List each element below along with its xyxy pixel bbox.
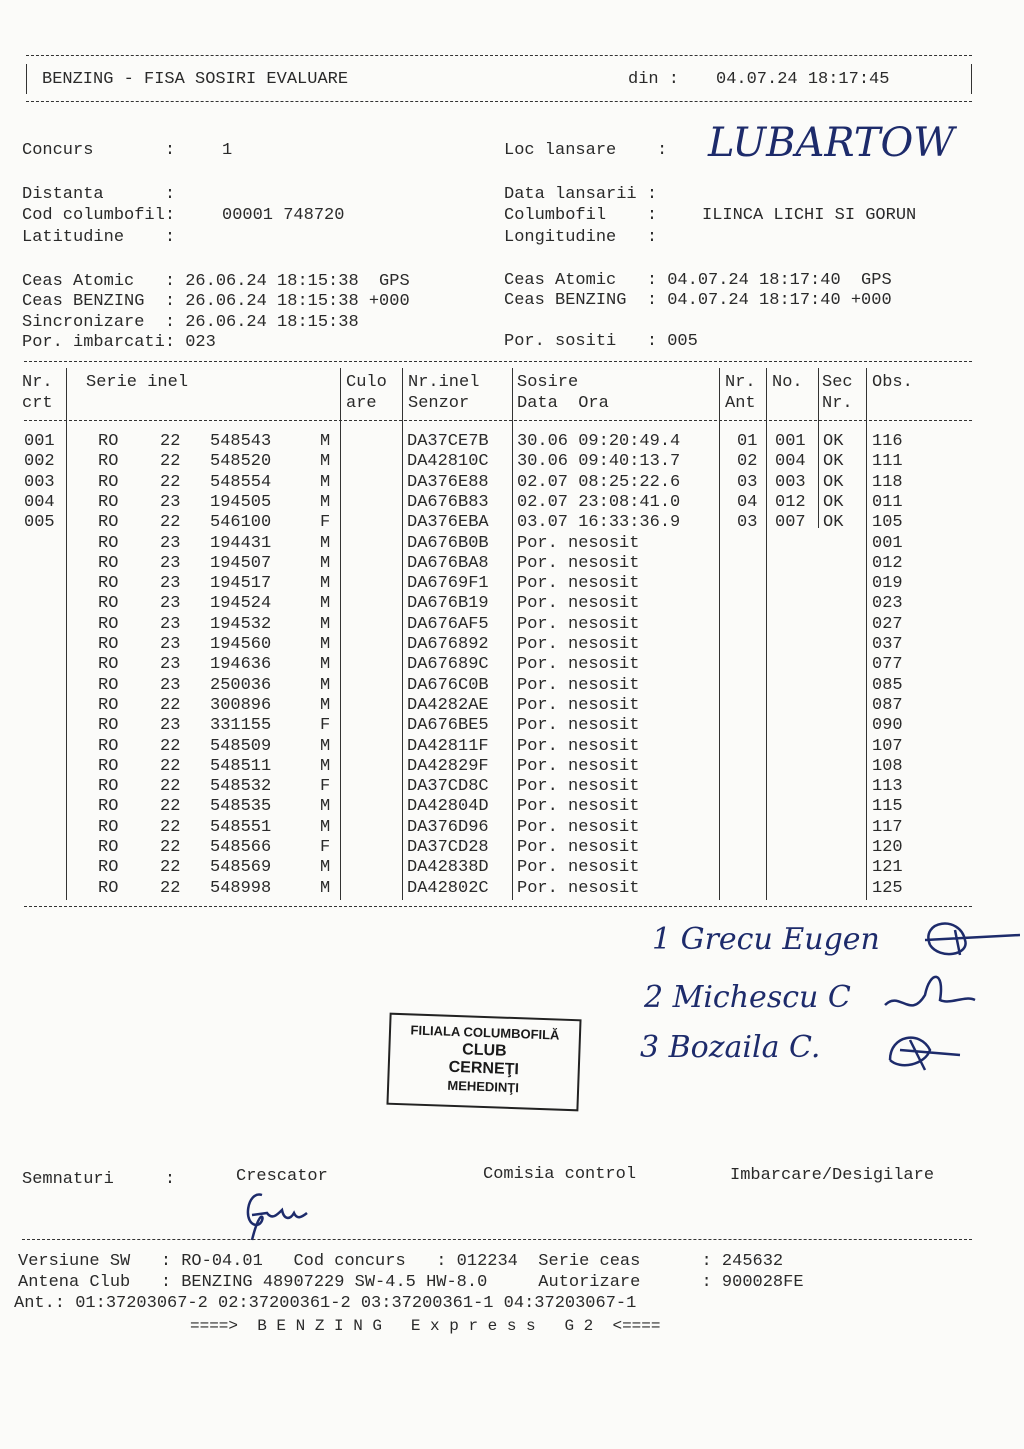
stamp-line-2: CLUB (461, 1041, 507, 1060)
cell-senzor: DA37CD8C (407, 777, 489, 797)
footer-line-2: Antena Club : BENZING 48907229 SW-4.5 HW-8.0 Autorizare : 900028FE (18, 1273, 804, 1292)
cell-tara: RO (98, 513, 119, 533)
cell-sex: M (320, 574, 331, 594)
cell-sosire: Por. nesosit (517, 878, 640, 898)
cell-tara: RO (98, 817, 119, 837)
clock-left-2: Ceas BENZING : 26.06.24 18:15:38 +000 (22, 292, 410, 311)
cell-senzor: DA376D96 (407, 817, 489, 837)
cell-sosire: Por. nesosit (517, 695, 640, 715)
cell-serie: 194507 (210, 553, 272, 573)
cell-obs: 111 (872, 452, 903, 472)
cell-tara: RO (98, 675, 119, 695)
table-bottom-border (24, 906, 972, 907)
cell-senzor: DA376EBA (407, 513, 489, 533)
cell-serie: 546100 (210, 513, 272, 533)
table-header-bottom-border (24, 420, 972, 421)
cell-tara: RO (98, 452, 119, 472)
cell-no: 001 (775, 432, 806, 451)
cell-senzor: DA676B0B (407, 533, 489, 553)
cell-obs: 115 (872, 797, 903, 817)
cell-sex: M (320, 817, 331, 837)
footer-top-border (22, 1239, 972, 1240)
cell-senzor: DA42802C (407, 878, 489, 898)
cell-sex: M (320, 675, 331, 695)
cell-serie: 194560 (210, 635, 272, 654)
cell-serie: 548551 (210, 817, 272, 837)
cell-an: 22 (160, 513, 181, 533)
cell-an: 22 (160, 838, 181, 857)
cell-an: 23 (160, 553, 181, 573)
cell-senzor: DA42829F (407, 756, 489, 776)
cell-senzor: DA67689C (407, 655, 489, 675)
commission-name-3: 3 Bozaila C. (640, 1030, 821, 1065)
header-right-border (971, 64, 972, 94)
th-nr-1: Nr. (22, 373, 53, 392)
cell-sosire: Por. nesosit (517, 858, 640, 878)
cell-serie: 194431 (210, 533, 272, 553)
cell-sex: M (320, 655, 331, 675)
cell-nr: 003 (24, 472, 55, 492)
th-nr-2: crt (22, 394, 53, 413)
imbarcare-label: Imbarcare/Desigilare (730, 1166, 935, 1185)
cell-sex: M (320, 553, 331, 573)
footer-line-4: ====> B E N Z I N G E x p r e s s G 2 <==== (190, 1317, 661, 1335)
cell-obs: 023 (872, 594, 903, 614)
table-row (0, 635, 1024, 655)
cell-sex: M (320, 432, 331, 451)
cell-sosire: 30.06 09:40:13.7 (517, 452, 681, 472)
cell-serie: 548566 (210, 838, 272, 857)
cell-senzor: DA676892 (407, 635, 489, 654)
cell-obs: 090 (872, 716, 903, 736)
cell-obs: 113 (872, 777, 903, 797)
cell-an: 22 (160, 472, 181, 492)
cell-sosire: 02.07 08:25:22.6 (517, 472, 681, 492)
cell-obs: 001 (872, 533, 903, 553)
cell-sex: M (320, 736, 331, 756)
cell-an: 23 (160, 614, 181, 634)
loc-lansare-label: Loc lansare : (504, 141, 668, 160)
cell-serie: 194517 (210, 574, 272, 594)
cell-nr: 005 (24, 513, 55, 533)
cell-sex: M (320, 858, 331, 878)
club-stamp (386, 1013, 581, 1112)
cell-serie: 548509 (210, 736, 272, 756)
th-sosire-1: Sosire (517, 373, 579, 392)
cell-senzor: DA4282AE (407, 695, 489, 715)
cell-sosire: Por. nesosit (517, 716, 640, 736)
cell-serie: 548511 (210, 756, 272, 776)
cell-an: 22 (160, 858, 181, 878)
loc-lansare-handwritten: LUBARTOW (708, 120, 955, 166)
report-date-value: 04.07.24 18:17:45 (716, 70, 890, 89)
table-row (0, 432, 1024, 452)
table-row (0, 574, 1024, 594)
cell-sosire: Por. nesosit (517, 817, 640, 837)
cell-an: 22 (160, 878, 181, 898)
cell-sex: F (320, 777, 331, 797)
cell-sosire: Por. nesosit (517, 533, 640, 553)
footer-line-1: Versiune SW : RO-04.01 Cod concurs : 012234 Serie ceas : 245632 (18, 1252, 784, 1271)
table-row (0, 777, 1024, 797)
stamp-line-4: MEHEDINŢI (447, 1077, 520, 1096)
table-row (0, 676, 1024, 696)
cell-an: 23 (160, 655, 181, 675)
cell-tara: RO (98, 756, 119, 776)
cell-obs: 105 (872, 513, 903, 533)
cell-an: 23 (160, 594, 181, 614)
cell-senzor: DA42810C (407, 452, 489, 472)
cell-serie: 548998 (210, 878, 272, 898)
cell-senzor: DA676BE5 (407, 716, 489, 736)
cell-sex: F (320, 838, 331, 857)
table-row (0, 493, 1024, 513)
clock-right-1: Ceas Atomic : 04.07.24 18:17:40 GPS (504, 271, 892, 290)
cell-tara: RO (98, 695, 119, 715)
cell-obs: 085 (872, 675, 903, 695)
th-sec-2: Nr. (822, 394, 853, 413)
semnaturi-label: Semnaturi : (22, 1170, 176, 1189)
cell-tara: RO (98, 553, 119, 573)
cell-senzor: DA37CD28 (407, 838, 489, 857)
cell-sex: M (320, 614, 331, 634)
cell-ant: 04 (737, 492, 758, 512)
clock-left-3: Sincronizare : 26.06.24 18:15:38 (22, 313, 359, 332)
cell-senzor: DA676C0B (407, 675, 489, 695)
cell-tara: RO (98, 614, 119, 634)
cell-serie: 548569 (210, 858, 272, 878)
cell-sex: M (320, 533, 331, 553)
table-row (0, 716, 1024, 736)
cell-ant: 03 (737, 472, 758, 492)
cell-tara: RO (98, 878, 119, 898)
cell-obs: 117 (872, 817, 903, 837)
report-date-label: din : (628, 70, 680, 89)
cell-sec: OK (823, 452, 844, 472)
th-senzor-1: Nr.inel (408, 373, 480, 392)
cell-obs: 120 (872, 838, 903, 857)
cell-an: 22 (160, 736, 181, 756)
cell-sex: M (320, 797, 331, 817)
cell-sex: M (320, 594, 331, 614)
table-row (0, 838, 1024, 858)
cell-no: 007 (775, 513, 806, 533)
cell-senzor: DA676B83 (407, 492, 489, 512)
cell-sex: F (320, 513, 331, 533)
cell-serie: 250036 (210, 675, 272, 695)
cell-sosire: Por. nesosit (517, 675, 640, 695)
cell-sosire: Por. nesosit (517, 553, 640, 573)
cell-sex: M (320, 756, 331, 776)
por-sositi: Por. sositi : 005 (504, 332, 698, 351)
cell-obs: 107 (872, 736, 903, 756)
header-left-border (26, 64, 27, 94)
cell-ant: 03 (737, 513, 758, 533)
th-culoare-1: Culo (346, 373, 387, 392)
cell-tara: RO (98, 492, 119, 512)
footer-line-3: Ant.: 01:37203067-2 02:37200361-2 03:37200361-1 04:37203067-1 (14, 1294, 637, 1313)
cell-tara: RO (98, 533, 119, 553)
data-lansarii-label: Data lansarii : (504, 185, 658, 204)
clock-left-4: Por. imbarcati: 023 (22, 333, 216, 352)
cell-tara: RO (98, 574, 119, 594)
cell-sex: M (320, 878, 331, 898)
longitudine-label: Longitudine : (504, 228, 658, 247)
cell-sex: M (320, 452, 331, 472)
cell-obs: 118 (872, 472, 903, 492)
table-row (0, 513, 1024, 533)
columbofil-value: ILINCA LICHI SI GORUN (702, 206, 917, 225)
cell-senzor: DA676AF5 (407, 614, 489, 634)
cell-tara: RO (98, 797, 119, 817)
cell-sosire: Por. nesosit (517, 574, 640, 594)
clock-left-1: Ceas Atomic : 26.06.24 18:15:38 GPS (22, 272, 410, 291)
cell-serie: 194524 (210, 594, 272, 614)
cell-sex: M (320, 695, 331, 715)
cell-serie: 194636 (210, 655, 272, 675)
table-row (0, 818, 1024, 838)
cell-tara: RO (98, 472, 119, 492)
cell-nr: 002 (24, 452, 55, 472)
table-row (0, 655, 1024, 675)
commission-name-1: 1 Grecu Eugen (652, 922, 880, 957)
cell-sex: M (320, 492, 331, 512)
cell-serie: 548543 (210, 432, 272, 451)
table-row (0, 858, 1024, 878)
cell-an: 23 (160, 635, 181, 654)
cell-sosire: Por. nesosit (517, 614, 640, 634)
th-ant-1: Nr. (725, 373, 756, 392)
table-row (0, 797, 1024, 817)
cell-senzor: DA676B19 (407, 594, 489, 614)
table-row (0, 757, 1024, 777)
cell-ant: 02 (737, 452, 758, 472)
cell-obs: 108 (872, 756, 903, 776)
cell-sex: F (320, 716, 331, 736)
cell-an: 22 (160, 817, 181, 837)
cell-tara: RO (98, 716, 119, 736)
cell-sosire: Por. nesosit (517, 838, 640, 857)
table-row (0, 615, 1024, 635)
cell-sosire: 03.07 16:33:36.9 (517, 513, 681, 533)
crescator-label: Crescator (236, 1167, 328, 1186)
cell-serie: 300896 (210, 695, 272, 715)
th-serie: Serie inel (86, 373, 189, 392)
cell-tara: RO (98, 655, 119, 675)
cell-ant: 01 (737, 432, 758, 451)
cell-an: 22 (160, 756, 181, 776)
cell-nr: 004 (24, 492, 55, 512)
cell-obs: 027 (872, 614, 903, 634)
cell-no: 004 (775, 452, 806, 472)
cell-sosire: Por. nesosit (517, 777, 640, 797)
cell-senzor: DA376E88 (407, 472, 489, 492)
cell-sex: M (320, 472, 331, 492)
cell-sosire: 30.06 09:20:49.4 (517, 432, 681, 451)
th-senzor-2: Senzor (408, 394, 470, 413)
header-top-border (26, 55, 972, 56)
concurs-value: 1 (222, 141, 233, 160)
stamp-line-3: CERNEŢI (448, 1058, 520, 1079)
crescator-signature-icon (222, 1185, 332, 1245)
cell-sec: OK (823, 472, 844, 492)
cell-senzor: DA676BA8 (407, 553, 489, 573)
table-row (0, 696, 1024, 716)
th-obs: Obs. (872, 373, 913, 392)
cell-serie: 548554 (210, 472, 272, 492)
table-row (0, 473, 1024, 493)
stamp-line-1: FILIALA COLUMBOFILĂ (410, 1022, 560, 1043)
cell-tara: RO (98, 594, 119, 614)
th-ant-2: Ant (725, 394, 756, 413)
cell-nr: 001 (24, 432, 55, 451)
cell-senzor: DA42838D (407, 858, 489, 878)
cell-sosire: Por. nesosit (517, 736, 640, 756)
concurs-label: Concurs : (22, 141, 176, 160)
th-no: No. (772, 373, 803, 392)
cell-senzor: DA6769F1 (407, 574, 489, 594)
cell-senzor: DA42804D (407, 797, 489, 817)
cell-obs: 037 (872, 635, 903, 654)
cell-sosire: Por. nesosit (517, 594, 640, 614)
latitudine-label: Latitudine : (22, 228, 176, 247)
cell-serie: 548535 (210, 797, 272, 817)
cell-an: 22 (160, 452, 181, 472)
cell-sosire: Por. nesosit (517, 655, 640, 675)
cell-tara: RO (98, 635, 119, 654)
cell-serie: 194532 (210, 614, 272, 634)
cell-sec: OK (823, 492, 844, 512)
cell-no: 012 (775, 492, 806, 512)
table-row (0, 554, 1024, 574)
cell-an: 23 (160, 574, 181, 594)
commission-name-2: 2 Michescu C (644, 980, 851, 1015)
table-row (0, 452, 1024, 472)
cell-tara: RO (98, 858, 119, 878)
cell-obs: 116 (872, 432, 903, 451)
cell-serie: 548532 (210, 777, 272, 797)
cell-obs: 125 (872, 878, 903, 898)
cell-an: 22 (160, 777, 181, 797)
cell-sosire: Por. nesosit (517, 635, 640, 654)
cell-sosire: Por. nesosit (517, 756, 640, 776)
cell-an: 22 (160, 797, 181, 817)
clock-right-2: Ceas BENZING : 04.07.24 18:17:40 +000 (504, 291, 892, 310)
cod-columbofil-label: Cod columbofil: (22, 206, 176, 225)
cell-an: 22 (160, 432, 181, 451)
table-row (0, 594, 1024, 614)
th-sec-1: Sec (822, 373, 853, 392)
cell-serie: 194505 (210, 492, 272, 512)
cell-tara: RO (98, 777, 119, 797)
cell-sex: M (320, 635, 331, 654)
cell-serie: 548520 (210, 452, 272, 472)
cell-an: 23 (160, 675, 181, 695)
comisia-label: Comisia control (483, 1165, 637, 1184)
columbofil-label: Columbofil : (504, 206, 658, 225)
table-row (0, 534, 1024, 554)
cell-an: 23 (160, 533, 181, 553)
cell-tara: RO (98, 736, 119, 756)
cell-obs: 087 (872, 695, 903, 715)
cell-an: 22 (160, 695, 181, 715)
cell-no: 003 (775, 472, 806, 492)
cell-obs: 077 (872, 655, 903, 675)
cell-sec: OK (823, 513, 844, 533)
cell-sosire: 02.07 23:08:41.0 (517, 492, 681, 512)
table-header-top-border (24, 361, 972, 362)
cell-obs: 019 (872, 574, 903, 594)
cell-serie: 331155 (210, 716, 272, 736)
th-culoare-2: are (346, 394, 377, 413)
cell-obs: 012 (872, 553, 903, 573)
cell-sosire: Por. nesosit (517, 797, 640, 817)
cell-tara: RO (98, 838, 119, 857)
cod-columbofil-value: 00001 748720 (222, 206, 345, 225)
cell-an: 23 (160, 492, 181, 512)
header-bottom-border (26, 101, 972, 102)
cell-senzor: DA37CE7B (407, 432, 489, 451)
table-row (0, 737, 1024, 757)
th-sosire-2: Data Ora (517, 394, 609, 413)
cell-sec: OK (823, 432, 844, 451)
cell-senzor: DA42811F (407, 736, 489, 756)
report-title: BENZING - FISA SOSIRI EVALUARE (42, 70, 349, 89)
cell-obs: 121 (872, 858, 903, 878)
cell-obs: 011 (872, 492, 903, 512)
cell-an: 23 (160, 716, 181, 736)
cell-tara: RO (98, 432, 119, 451)
distanta-label: Distanta : (22, 185, 176, 204)
commission-signatures-icon (870, 900, 1020, 1080)
table-row (0, 879, 1024, 899)
